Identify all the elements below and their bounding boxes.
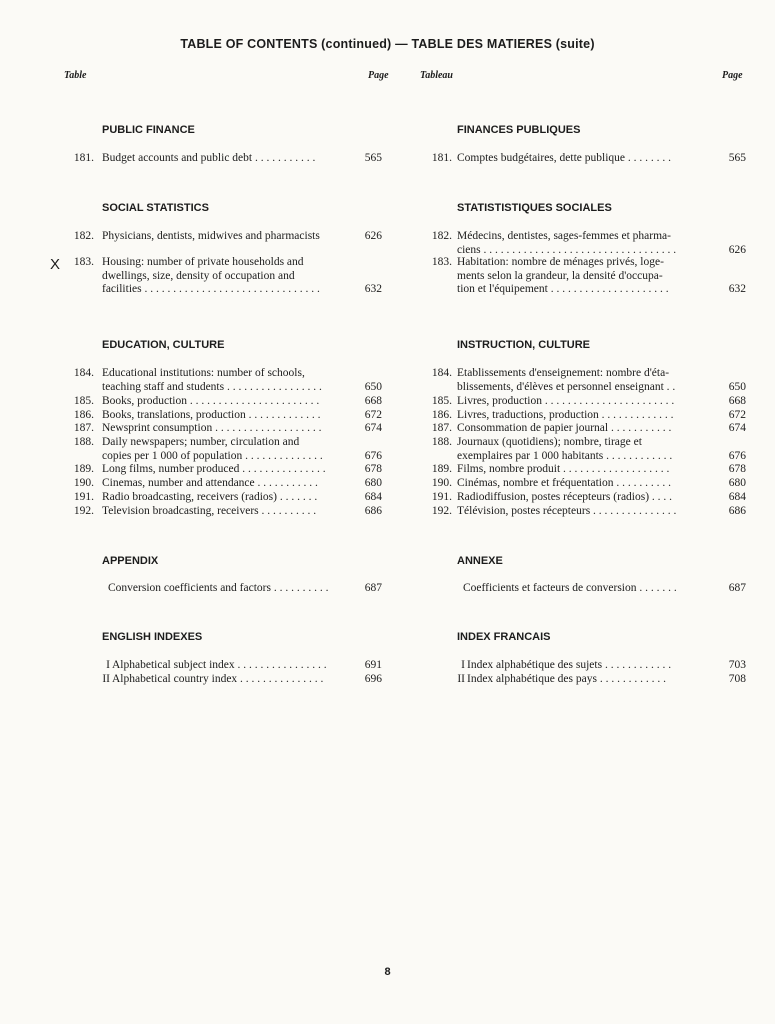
entry-page-number: 668 (728, 395, 746, 407)
entry-page-number: 565 (364, 152, 382, 164)
entry-title (102, 477, 352, 491)
entry-page-number: 691 (364, 659, 382, 671)
entry-title (457, 256, 709, 297)
entry-page-number: 672 (364, 409, 382, 421)
entry-number: 184. (431, 367, 452, 379)
right-page-header: Page (722, 70, 743, 81)
entry-title-line: Etablissements d'enseignement: nombre d'éta- (457, 367, 670, 379)
entry-title-line: Index alphabétique des pays . . . . . . . . . . . . (467, 673, 666, 685)
entry-title (102, 395, 352, 409)
entry-page-number: 632 (364, 283, 382, 296)
entry-number: 191. (431, 491, 452, 503)
entry-title-line: facilities . . . . . . . . . . . . . . . . . . . . . . . . . . . . . . . (102, 283, 320, 296)
entry-page-number: 668 (364, 395, 382, 407)
entry-title (102, 367, 352, 394)
entry-title-line: Radio broadcasting, receivers (radios) . . . . . . . (102, 491, 318, 503)
entry-page-number: 684 (728, 491, 746, 503)
entry-title-line: Consommation de papier journal . . . . . . . . . . . (457, 422, 672, 434)
section-title: INDEX FRANCAIS (457, 631, 551, 643)
entry-page-number: 687 (728, 582, 746, 594)
entry-page-number: 686 (728, 505, 746, 517)
entry-title (457, 395, 709, 409)
entry-title (457, 409, 709, 423)
entry-title (467, 673, 709, 687)
entry-number: 189. (431, 463, 452, 475)
entry-title-line: teaching staff and students . . . . . . . . . . . . . . . . . (102, 380, 322, 393)
entry-page-number: 708 (728, 673, 746, 685)
entry-page-number: 678 (364, 463, 382, 475)
entry-title-line: ciens . . . . . . . . . . . . . . . . . . . . . . . . . . . . . . . . . . (457, 243, 677, 256)
entry-title-line: Cinemas, number and attendance . . . . . . . . . . . (102, 477, 318, 489)
entry-title (102, 463, 352, 477)
entry-page-number: 626 (364, 230, 382, 242)
entry-number: 181. (73, 152, 94, 164)
entry-number: 184. (73, 367, 94, 379)
entry-title-line: tion et l'équipement . . . . . . . . . . . . . . . . . . . . . (457, 283, 669, 296)
entry-title-line: Livres, traductions, production . . . . . . . . . . . . . (457, 409, 674, 421)
section-title: FINANCES PUBLIQUES (457, 124, 581, 136)
section-title: STATISTISTIQUES SOCIALES (457, 202, 612, 214)
entry-page-number: 650 (364, 380, 382, 393)
left-page-header: Page (368, 70, 389, 81)
entry-title-line: Books, production . . . . . . . . . . . . . . . . . . . . . . . (102, 395, 320, 407)
entry-title-line: Television broadcasting, receivers . . . . . . . . . . (102, 505, 317, 517)
entry-page-number: 684 (364, 491, 382, 503)
entry-page-number: 626 (728, 243, 746, 256)
entry-number: 182. (73, 230, 94, 242)
entry-number: 183. (73, 256, 94, 268)
entry-page-number: 676 (364, 449, 382, 462)
entry-page-number: 565 (728, 152, 746, 164)
entry-page-number: 703 (728, 659, 746, 671)
entry-title (457, 436, 709, 463)
entry-title (457, 367, 709, 394)
entry-page-number: 678 (728, 463, 746, 475)
entry-title (457, 477, 709, 491)
entry-page-number: 680 (728, 477, 746, 489)
entry-title-line: blissements, d'élèves et personnel enseignant . . (457, 380, 676, 393)
section-title: ENGLISH INDEXES (102, 631, 203, 643)
entry-number: 185. (73, 395, 94, 407)
entry-title (457, 491, 709, 505)
entry-title (112, 659, 352, 673)
handwritten-mark: X (50, 256, 61, 273)
entry-title-line: Alphabetical subject index . . . . . . . . . . . . . . . . (112, 659, 327, 671)
entry-page-number: 674 (728, 422, 746, 434)
entry-page-number: 672 (728, 409, 746, 421)
entry-number: 191. (73, 491, 94, 503)
entry-title-line: Cinémas, nombre et fréquentation . . . . . . . . . . (457, 477, 671, 489)
entry-title (102, 152, 352, 166)
entry-number: 186. (431, 409, 452, 421)
section-title: SOCIAL STATISTICS (102, 202, 209, 214)
entry-title-line: Newsprint consumption . . . . . . . . . . . . . . . . . . . (102, 422, 322, 434)
section-title: PUBLIC FINANCE (102, 124, 195, 136)
entry-title (102, 505, 352, 519)
page-number: 8 (384, 966, 391, 978)
entry-number: 190. (73, 477, 94, 489)
entry-title-line: Educational institutions: number of schools, (102, 367, 305, 379)
entry-title-line: Radiodiffusion, postes récepteurs (radios) . . . . (457, 491, 673, 503)
entry-title-line: Comptes budgétaires, dette publique . . . . . . . . (457, 152, 671, 164)
entry-number: 189. (73, 463, 94, 475)
entry-page-number: 687 (364, 582, 382, 594)
entry-title-line: Conversion coefficients and factors . . . . . . . . . . (108, 582, 329, 594)
entry-title-line: Daily newspapers; number, circulation and (102, 436, 300, 448)
entry-title-line: Habitation: nombre de ménages privés, loge- (457, 256, 664, 268)
entry-title-line: copies per 1 000 of population . . . . . . . . . . . . . . (102, 449, 323, 462)
entry-title-line: Coefficients et facteurs de conversion . . . . . . . (463, 582, 677, 594)
entry-title (457, 152, 709, 166)
entry-title (457, 230, 709, 257)
entry-title-line: Index alphabétique des sujets . . . . . . . . . . . . (467, 659, 672, 671)
entry-title-line: Journaux (quotidiens); nombre, tirage et (457, 436, 642, 448)
entry-title-line: Télévision, postes récepteurs . . . . . . . . . . . . . . . (457, 505, 677, 517)
entry-number: I (461, 659, 465, 671)
entry-number: 192. (431, 505, 452, 517)
entry-number: 181. (431, 152, 452, 164)
left-table-header: Table (64, 70, 87, 81)
entry-number: 187. (431, 422, 452, 434)
right-table-header: Tableau (420, 70, 453, 81)
entry-title (457, 463, 709, 477)
entry-title-line: ments selon la grandeur, la densité d'occupa- (457, 269, 663, 282)
entry-page-number: 676 (728, 449, 746, 462)
entry-title (102, 230, 352, 244)
entry-number: 185. (431, 395, 452, 407)
entry-title-line: Long films, number produced . . . . . . . . . . . . . . . (102, 463, 326, 475)
entry-page-number: 674 (364, 422, 382, 434)
entry-title-line: Housing: number of private households and (102, 256, 304, 268)
section-title: EDUCATION, CULTURE (102, 339, 225, 351)
entry-number: 190. (431, 477, 452, 489)
entry-title-line: Physicians, dentists, midwives and pharmacists (102, 230, 320, 242)
entry-page-number: 680 (364, 477, 382, 489)
entry-title (457, 422, 709, 436)
entry-title-line: dwellings, size, density of occupation and (102, 269, 295, 282)
entry-title (102, 422, 352, 436)
entry-title (457, 505, 709, 519)
section-title: APPENDIX (102, 555, 159, 567)
entry-title (102, 491, 352, 505)
entry-title (102, 436, 352, 463)
entry-title-line: Books, translations, production . . . . . . . . . . . . . (102, 409, 321, 421)
entry-number: II (102, 673, 110, 685)
entry-page-number: 686 (364, 505, 382, 517)
entry-title-line: Films, nombre produit . . . . . . . . . . . . . . . . . . . (457, 463, 670, 475)
entry-title (463, 582, 709, 596)
entry-number: 188. (73, 436, 94, 448)
entry-title (102, 256, 352, 297)
entry-title-line: Budget accounts and public debt . . . . . . . . . . . (102, 152, 316, 164)
entry-number: 182. (431, 230, 452, 242)
entry-title-line: Médecins, dentistes, sages-femmes et pharma- (457, 230, 671, 242)
page-title: TABLE OF CONTENTS (continued) — TABLE DES MATIERES (suite) (180, 37, 595, 51)
entry-page-number: 632 (728, 283, 746, 296)
entry-number: 187. (73, 422, 94, 434)
entry-number: 192. (73, 505, 94, 517)
entry-number: I (106, 659, 110, 671)
entry-title (102, 409, 352, 423)
section-title: INSTRUCTION, CULTURE (457, 339, 591, 351)
entry-number: 183. (431, 256, 452, 268)
entry-title-line: Alphabetical country index . . . . . . . . . . . . . . . (112, 673, 324, 685)
entry-title (112, 673, 352, 687)
entry-title (467, 659, 709, 673)
entry-number: 188. (431, 436, 452, 448)
entry-number: 186. (73, 409, 94, 421)
entry-page-number: 650 (728, 380, 746, 393)
entry-title-line: exemplaires par 1 000 habitants . . . . . . . . . . . . (457, 449, 673, 462)
entry-title (108, 582, 352, 596)
entry-page-number: 696 (364, 673, 382, 685)
entry-title-line: Livres, production . . . . . . . . . . . . . . . . . . . . . . . (457, 395, 675, 407)
entry-number: II (457, 673, 465, 685)
section-title: ANNEXE (457, 555, 503, 567)
